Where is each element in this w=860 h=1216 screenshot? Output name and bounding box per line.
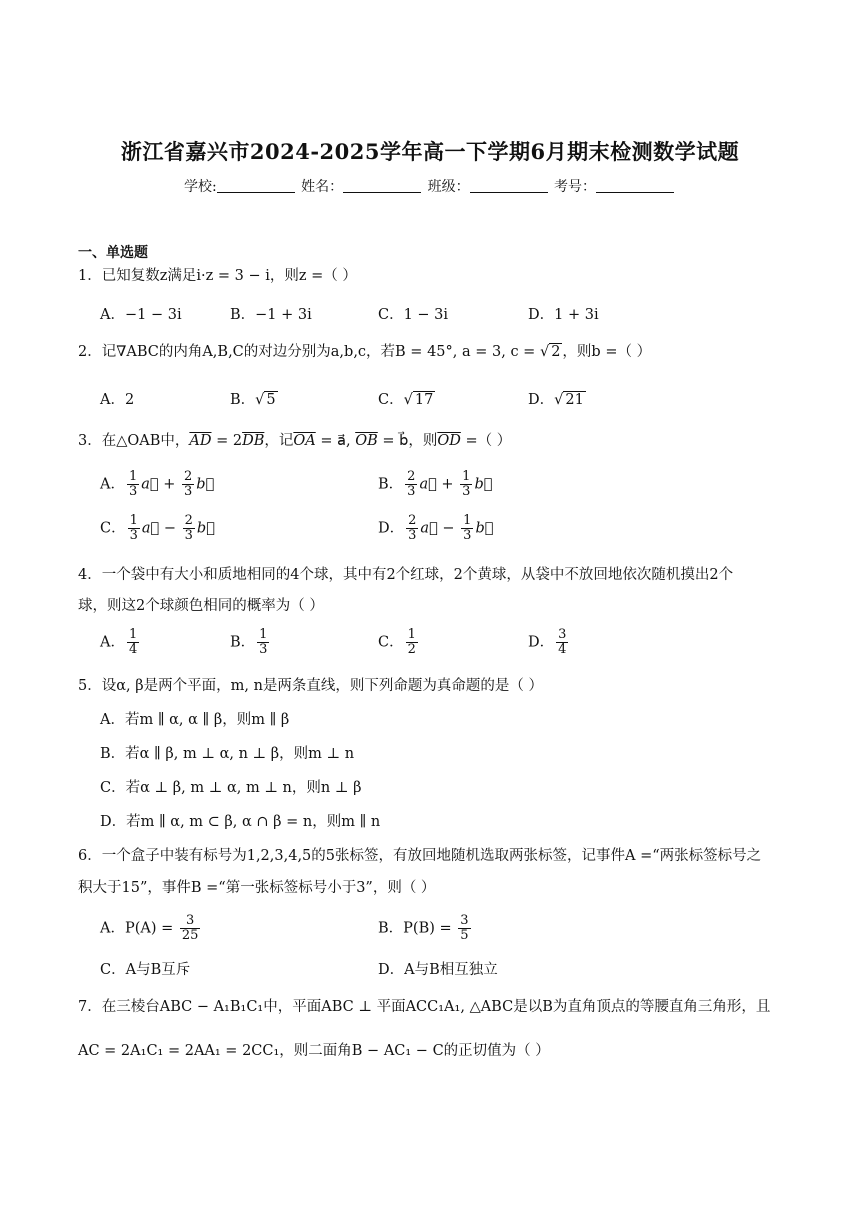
name-blank[interactable]	[343, 178, 421, 193]
q6-option-d: D．A与B相互独立	[378, 962, 498, 978]
q5-option-c: C．若α ⊥ β, m ⊥ α, m ⊥ n，则n ⊥ β	[100, 780, 362, 796]
exam-no-label: 考号：	[554, 179, 597, 195]
page-title: 浙江省嘉兴市2024-2025学年高一下学期6月期末检测数学试题	[120, 139, 740, 164]
q4-option-a: A． $\frac{1}{4}$	[100, 627, 138, 657]
question-6-stem-line2: 积大于15”，事件B =“第一张标签标号小于3”，则（ ）	[78, 880, 436, 896]
section-heading: 一、单选题	[78, 245, 148, 261]
q4-option-c: C． $\frac{1}{2}$	[378, 627, 416, 657]
question-1-stem: 1．已知复数z满足i·z = 3 − i，则z =（ ）	[78, 268, 357, 284]
q1-option-b: B．−1 + 3i	[230, 307, 312, 323]
question-4-stem-line1: 4．一个袋中有大小和质地相同的4个球，其中有2个红球，2个黄球，从袋中不放回地依次随机摸出2个	[78, 567, 734, 583]
question-2-stem: 2．记∇ABC的内角A,B,C的对边分别为a,b,c，若B = 45°, a = 3, c = √ 2 ，则b =（ ）	[78, 344, 652, 360]
name-label: 姓名：	[301, 179, 344, 195]
q3-option-c: C． $\frac{1}{3}$ a⃗ − $\frac{2}{3}$ b⃗	[100, 513, 215, 543]
class-blank[interactable]	[470, 178, 548, 193]
q6-option-a: A．P(A) = $\frac{3}{25}$	[100, 913, 199, 943]
q5-option-b: B．若α ∥ β, m ⊥ α, n ⊥ β，则m ⊥ n	[100, 746, 355, 762]
q2-option-c: C．√ 17	[378, 392, 434, 408]
q1-option-a: A．−1 − 3i	[100, 307, 182, 323]
q3-option-d: D． $\frac{2}{3}$ a⃗ − $\frac{1}{3}$ b⃗	[378, 513, 494, 543]
school-label: 学校:	[183, 179, 217, 195]
q1-option-c: C．1 − 3i	[378, 307, 449, 323]
q3-option-b: B． $\frac{2}{3}$ a⃗ + $\frac{1}{3}$ b⃗	[378, 469, 493, 499]
q5-option-a: A．若m ∥ α, α ∥ β，则m ∥ β	[100, 712, 290, 728]
question-7-stem-line2: AC = 2A₁C₁ = 2AA₁ = 2CC₁，则二面角B − AC₁ − C的正切值为（ ）	[78, 1043, 550, 1059]
q2-option-a: A．2	[100, 392, 135, 408]
q4-option-d: D． $\frac{3}{4}$	[528, 627, 567, 657]
q4-option-b: B． $\frac{1}{3}$	[230, 627, 268, 657]
question-7-stem-line1: 7．在三棱台ABC − A₁B₁C₁中，平面ABC ⊥ 平面ACC₁A₁, △ABC是以B为直角顶点的等腰直角三角形，且	[78, 999, 771, 1015]
q2-option-b: B．√ 5	[230, 392, 276, 408]
q1-option-d: D．1 + 3i	[528, 307, 599, 323]
question-4-stem-line2: 球，则这2个球颜色相同的概率为（ ）	[78, 598, 324, 614]
student-info-line	[0, 176, 860, 196]
question-5-stem: 5．设α, β是两个平面，m, n是两条直线，则下列命题为真命题的是（ ）	[78, 678, 544, 694]
question-6-stem-line1: 6．一个盒子中装有标号为1,2,3,4,5的5张标签，有放回地随机选取两张标签，记事件A =“两张标签标号之	[78, 848, 762, 864]
question-3-stem: 3．在△OAB中，$\overline{AD} = 2\overline{DB}$，记$\overline{OA}$ = a⃗, $\overline{OB}$ = b⃗，则$\overline{OD}$ =（ ）	[78, 433, 512, 449]
q5-option-d: D．若m ∥ α, m ⊂ β, α ∩ β = n，则m ∥ n	[100, 814, 381, 830]
q6-option-c: C．A与B互斥	[100, 962, 191, 978]
q3-option-a: A． $\frac{1}{3}$ a⃗ + $\frac{2}{3}$ b⃗	[100, 469, 215, 499]
class-label: 班级：	[427, 179, 470, 195]
school-blank[interactable]	[217, 178, 295, 193]
exam-no-blank[interactable]	[596, 178, 674, 193]
q2-option-d: D．√ 21	[528, 392, 584, 408]
q6-option-b: B．P(B) = $\frac{3}{5}$	[378, 913, 469, 943]
